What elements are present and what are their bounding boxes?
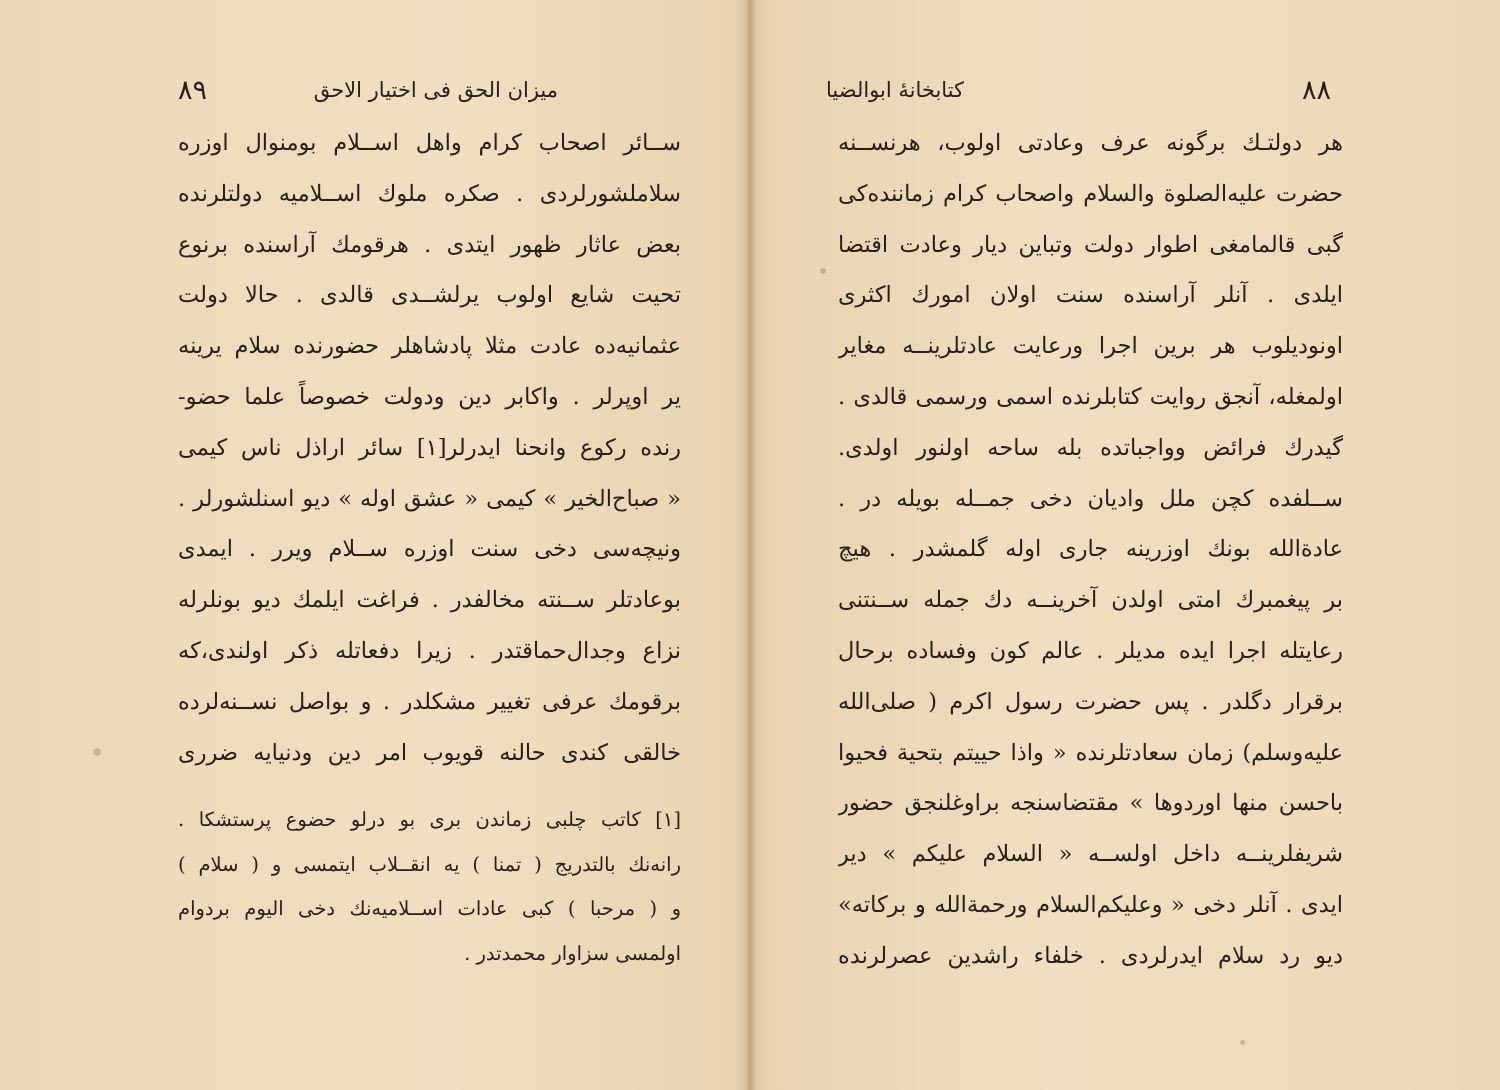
- text-line: باحسن منها اوردوها » مقتضاسنجه براوغلنجق حضور: [838, 790, 1343, 817]
- running-title: کتابخانهٔ ابوالضیا: [826, 78, 965, 102]
- text-line: برقرار دگلدر . پس حضرت رسول اکرم ( صلی‌الله: [838, 688, 1343, 715]
- left-page-header: [178, 70, 678, 110]
- text-line: ونیچه‌سی دخی سنت اوزره ســلام ویرر . ایمدی: [178, 536, 681, 563]
- left-page: [0, 0, 744, 1090]
- text-line: شریفلرینــه داخل اولســه « السلام علیکم » دیر: [838, 841, 1343, 868]
- text-line: دیو رد سلام ایدرلردی . خلفاء راشدین عصرلرنده: [838, 942, 1343, 969]
- text-line: هر دولتـك برگونه عرف وعادتی اولوب، هرنســنه: [838, 130, 1343, 156]
- text-line: رنده رکوع وانحنا ایدرلر[١] سائر اراذل ناس کیمی: [178, 434, 681, 461]
- page-number: ٨٨: [1301, 74, 1331, 106]
- text-line: اونودیلوب هر برین اجرا ورعایت عادتلرینــه مغایر: [838, 333, 1343, 360]
- footnote-line: اولمسی سزاوار محمدتدر .: [464, 941, 681, 965]
- text-line: عثمانیه‌ده عادت مثلا پادشاهلر حضورنده سلام یرینه: [178, 333, 681, 360]
- left-page-body: [178, 118, 681, 778]
- text-line: ســلفده کچن ملل وادیان دخی جمــله بویله در .: [838, 485, 1343, 512]
- text-line: نزاع وجدال‌حماقتدر . زیرا دفعاتله ذکر اولندی،که: [178, 637, 681, 664]
- footnote-line: رانه‌نك بالتدریج ( تمنا ) یه انقــلاب ایتمسی و ( سلام ): [178, 852, 681, 876]
- right-page-header: [826, 70, 1331, 110]
- text-line: بعض عاثار ظهور ایتدی . هرقومك آراسنده برنوع: [178, 231, 681, 258]
- text-line: ایدی . آنلر دخی « وعلیکم‌السلام ورحمةالله و برکاته»: [838, 891, 1343, 918]
- right-page-body: [838, 118, 1343, 982]
- text-line: برقومك عرفی تغییر مشکلدر . و بواصل نســنه‌لرده: [178, 688, 681, 715]
- text-line: بوعادتلر ســنته مخالفدر . فراغت ایلمك دیو بونلرله: [178, 587, 681, 614]
- text-line: اولمغله، آنجق روایت کتابلرنده اسمی ورسمی قالدی .: [838, 383, 1343, 410]
- text-line: حضرت علیه‌الصلوة والسلام واصحاب کرام زماننده‌کی: [838, 180, 1343, 207]
- book-gutter: [744, 0, 756, 1090]
- text-line: « صباح‌الخیر » کیمی « عشق اوله » دیو اسنلشورلر .: [178, 485, 681, 512]
- text-line: تحیت شایع اولوب یرلشــدی قالدی . حالا دولت: [178, 282, 681, 309]
- page-number: ٨٩: [178, 74, 208, 106]
- text-line: علیه‌وسلم) زمان سعادتلرنده « واذا حییتم بتحیة فحیوا: [838, 739, 1343, 766]
- footnote: [178, 798, 681, 976]
- running-title: میزان الحق فی اختیار الاحق: [313, 78, 558, 102]
- text-line: بر پیغمبرك امتی اولدن آخرینــه دك جمله ســنتنی: [838, 587, 1343, 614]
- footnote-line: [١] کاتب چلبی زماندن بری بو درلو حضوع پرستشکا .: [178, 808, 681, 831]
- text-line: رعایتله اجرا ایده مدیلر . عالم کون وفساده برحال: [838, 637, 1343, 664]
- text-line: ایلدی . آنلر آراسنده سنت اولان امورك اکثری: [838, 282, 1343, 309]
- text-line: خالقی کندی حالنه قویوب امر دین ودنیایه ضرری: [178, 739, 681, 766]
- text-line: عادةالله بونك اوزرینه جاری اوله گلمشدر . هیچ: [838, 536, 1343, 563]
- right-page: [756, 0, 1500, 1090]
- footnote-line: و ( مرحبا ) کبی عادات اســلامیه‌نك دخی الیوم بردوام: [178, 897, 681, 920]
- text-line: گبی قالمامغی اطوار دولت وتباین دیار وعادت اقتضا: [838, 231, 1343, 258]
- text-line: ســائر اصحاب کرام واهل اســلام بومنوال اوزره: [178, 130, 681, 156]
- text-line: گیدرك فرائض وواجباتده بله ساحه اولنور اولدی.: [838, 434, 1343, 461]
- text-line: سلاملشورلردی . صکره ملوك اســلامیه دولتلرنده: [178, 180, 681, 207]
- text-line: یر اوپرلر . واکابر دین ودولت خصوصاً علما حضو-: [178, 383, 681, 410]
